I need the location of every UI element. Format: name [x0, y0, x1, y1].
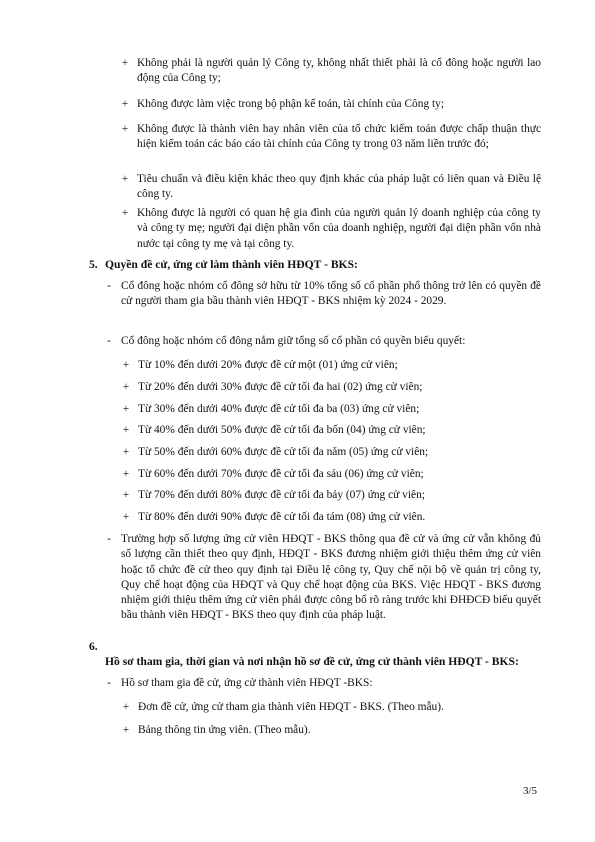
plus-marker: +	[122, 359, 130, 371]
tier-text: Từ 60% đến dưới 70% được đề cử tối đa sáu (06) ứng cử viên;	[138, 468, 424, 480]
plus-marker: +	[122, 381, 130, 393]
nomination-tier	[122, 423, 542, 438]
section-number: 6.	[89, 640, 98, 653]
plus-marker: +	[122, 701, 130, 713]
section-5-heading	[89, 257, 358, 272]
criteria-item	[121, 97, 541, 112]
criteria-item	[121, 172, 541, 203]
plus-marker: +	[122, 724, 130, 736]
nomination-tier	[122, 380, 542, 395]
plus-marker: +	[121, 57, 129, 69]
criteria-text: Tiêu chuẩn và điều kiện khác theo quy định khác của pháp luật có liên quan và Điều lệ công ty.	[137, 173, 541, 201]
paragraph-text: Hồ sơ tham gia đề cử, ứng cử thành viên HĐQT -BKS:	[121, 677, 373, 689]
section-title: Quyền đề cử, ứng cử làm thành viên HĐQT - BKS:	[105, 258, 358, 271]
criteria-text: Không được làm việc trong bộ phận kế toán, tài chính của Công ty;	[137, 98, 445, 110]
tier-text: Từ 40% đến dưới 50% được đề cử tối đa bốn (04) ứng cử viên;	[138, 424, 426, 436]
plus-marker: +	[121, 123, 129, 135]
section-number: 5.	[89, 258, 98, 271]
document-item	[122, 700, 542, 715]
document-text: Bảng thông tin ứng viên. (Theo mẫu).	[138, 724, 311, 736]
plus-marker: +	[122, 511, 130, 523]
criteria-item	[121, 122, 541, 153]
section-title: Hồ sơ tham gia, thời gian và nơi nhận hồ sơ đề cử, ứng cử thành viên HĐQT - BKS:	[105, 655, 519, 669]
nomination-right-paragraph	[107, 279, 541, 310]
dash-marker: -	[107, 533, 111, 545]
tier-text: Từ 20% đến dưới 30% được đề cử tối đa hai (02) ứng cử viên;	[138, 381, 423, 393]
nomination-tier	[122, 402, 542, 417]
voting-shares-paragraph	[107, 334, 541, 349]
criteria-text: Không được là người có quan hệ gia đình của người quản lý doanh nghiệp của công ty và công ty mẹ; người đại diện phần vốn của doanh nghiệp, người đại diện phần vốn nhà nước tại công ty mẹ và tại công ty.	[137, 207, 541, 250]
application-documents-paragraph	[107, 676, 541, 691]
paragraph-text: Cổ đông hoặc nhóm cổ đông sở hữu từ 10% tổng số cổ phần phổ thông trở lên có quyền đề cử người tham gia bầu thành viên HĐQT - BKS nhiệm kỳ 2024 - 2029.	[121, 280, 541, 308]
document-item	[122, 723, 542, 738]
tier-text: Từ 50% đến dưới 60% được đề cử tối đa năm (05) ứng cử viên;	[138, 446, 429, 458]
tier-text: Từ 70% đến dưới 80% được đề cử tối đa bảy (07) ứng cử viên;	[138, 489, 425, 501]
paragraph-text: Cổ đông hoặc nhóm cổ đông nắm giữ tổng số cổ phần có quyền biểu quyết:	[121, 335, 466, 347]
dash-marker: -	[107, 280, 111, 292]
criteria-item	[121, 56, 541, 87]
insufficient-candidates-paragraph	[107, 532, 541, 624]
dash-marker: -	[107, 677, 111, 689]
paragraph-text: Trường hợp số lượng ứng cử viên HĐQT - BKS thông qua đề cử và ứng cử vẫn không đủ số lượng cần thiết theo quy định, HĐQT - BKS đương nhiệm giới thiệu thêm ứng cử viên hoặc tổ chức đề cử theo quy định tại Điều lệ công ty, Quy chế nội bộ về quản trị công ty, Quy chế hoạt động của HĐQT và Quy chế hoạt động của BKS. Việc HĐQT - BKS đương nhiệm giới thiệu thêm ứng cử viên phải được công bố rõ ràng trước khi ĐHĐCĐ biểu quyết bầu thành viên HĐQT - BKS theo quy định của pháp luật.	[121, 533, 541, 622]
nomination-tier	[122, 467, 542, 482]
criteria-item	[121, 206, 541, 252]
plus-marker: +	[121, 207, 129, 219]
plus-marker: +	[122, 424, 130, 436]
plus-marker: +	[122, 446, 130, 458]
criteria-text: Không phải là người quản lý Công ty, không nhất thiết phải là cổ đông hoặc người lao động của Công ty;	[137, 57, 541, 85]
document-text: Đơn đề cử, ứng cử tham gia thành viên HĐQT - BKS. (Theo mẫu).	[138, 701, 444, 713]
plus-marker: +	[121, 98, 129, 110]
nomination-tier	[122, 445, 542, 460]
tier-text: Từ 30% đến dưới 40% được đề cử tối đa ba (03) ứng cử viên;	[138, 403, 420, 415]
plus-marker: +	[122, 403, 130, 415]
plus-marker: +	[122, 468, 130, 480]
nomination-tier	[122, 488, 542, 503]
plus-marker: +	[121, 173, 129, 185]
criteria-text: Không được là thành viên hay nhân viên của tổ chức kiểm toán được chấp thuận thực hiện kiểm toán các báo cáo tài chính của Công ty trong 03 năm liền trước đó;	[137, 123, 541, 151]
nomination-tier	[122, 510, 542, 525]
tier-text: Từ 80% đến dưới 90% được đề cử tối đa tám (08) ứng cử viên.	[138, 511, 426, 523]
plus-marker: +	[122, 489, 130, 501]
dash-marker: -	[107, 335, 111, 347]
nomination-tier	[122, 358, 542, 373]
tier-text: Từ 10% đến dưới 20% được đề cử một (01) ứng cử viên;	[138, 359, 398, 371]
section-6-heading	[89, 639, 543, 671]
page-number: 3/5	[522, 785, 537, 797]
